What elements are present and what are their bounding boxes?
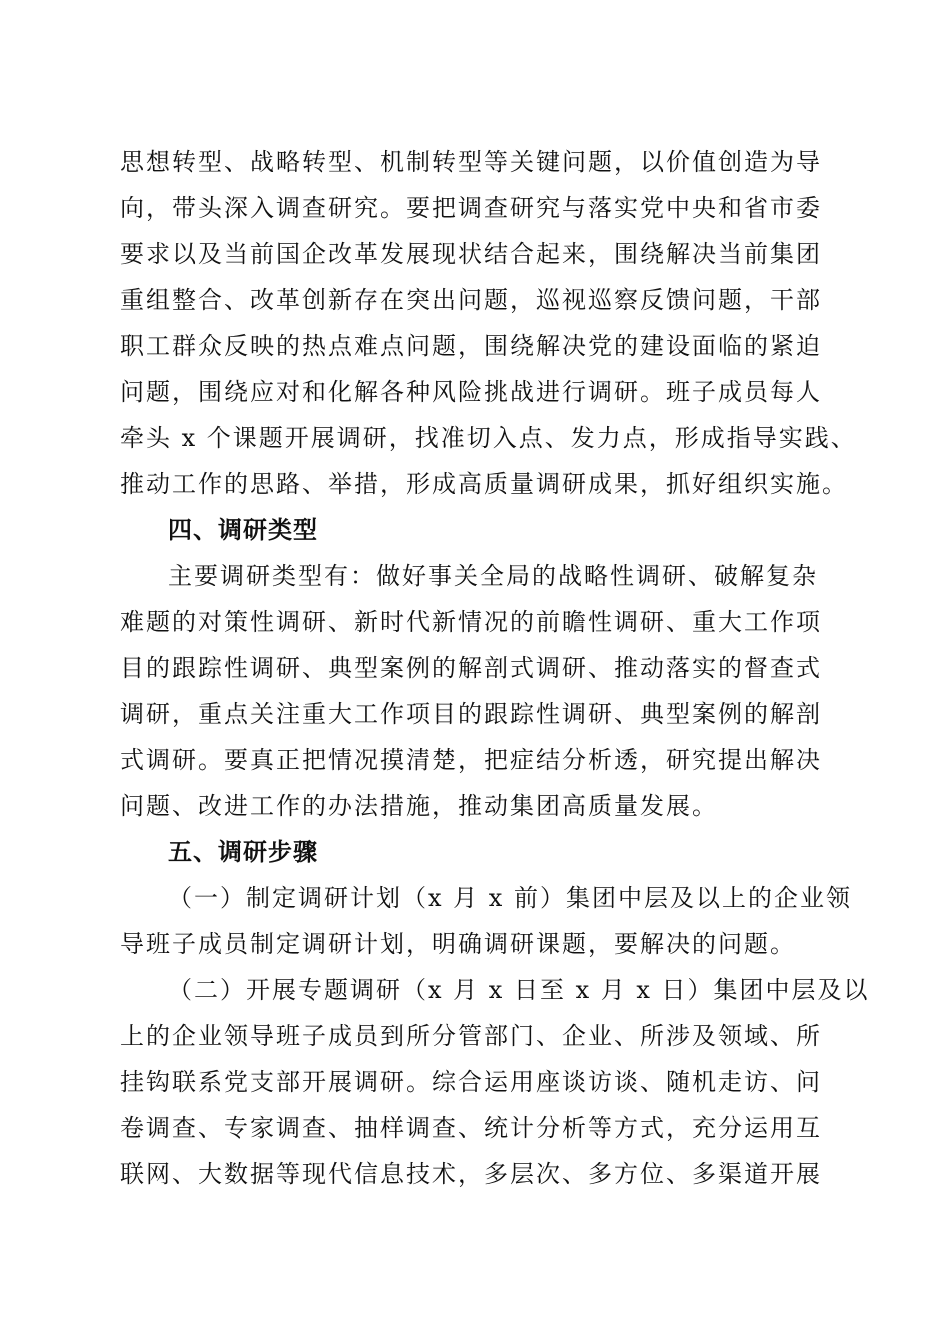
section-heading-research-steps: 五、调研步骤 bbox=[168, 838, 318, 866]
paragraph-line: 牵头 x 个课题开展调研，找准切入点、发力点，形成指导实践、 bbox=[120, 424, 857, 452]
paragraph-line: （二）开展专题调研（x 月 x 日至 x 月 x 日）集团中层及以 bbox=[168, 976, 870, 1004]
paragraph-line: 调研，重点关注重大工作项目的跟踪性调研、典型案例的解剖 bbox=[120, 700, 822, 728]
paragraph-line: 主要调研类型有：做好事关全局的战略性调研、破解复杂 bbox=[168, 562, 818, 590]
paragraph-line: 问题、改进工作的办法措施，推动集团高质量发展。 bbox=[120, 792, 718, 820]
paragraph-line: 要求以及当前国企改革发展现状结合起来，围绕解决当前集团 bbox=[120, 240, 822, 268]
paragraph-line: 职工群众反映的热点难点问题，围绕解决党的建设面临的紧迫 bbox=[120, 332, 822, 360]
paragraph-line: 挂钩联系党支部开展调研。综合运用座谈访谈、随机走访、问 bbox=[120, 1068, 822, 1096]
paragraph-line: 难题的对策性调研、新时代新情况的前瞻性调研、重大工作项 bbox=[120, 608, 822, 636]
paragraph-line: 向，带头深入调查研究。要把调查研究与落实党中央和省市委 bbox=[120, 194, 822, 222]
paragraph-line: 目的跟踪性调研、典型案例的解剖式调研、推动落实的督查式 bbox=[120, 654, 822, 682]
paragraph-line: 导班子成员制定调研计划，明确调研课题，要解决的问题。 bbox=[120, 930, 796, 958]
paragraph-line: 式调研。要真正把情况摸清楚，把症结分析透，研究提出解决 bbox=[120, 746, 822, 774]
paragraph-line: 重组整合、改革创新存在突出问题，巡视巡察反馈问题，干部 bbox=[120, 286, 822, 314]
paragraph-line: 推动工作的思路、举措，形成高质量调研成果，抓好组织实施。 bbox=[120, 470, 848, 498]
paragraph-line: 联网、大数据等现代信息技术，多层次、多方位、多渠道开展 bbox=[120, 1160, 822, 1188]
paragraph-line: 思想转型、战略转型、机制转型等关键问题，以价值创造为导 bbox=[120, 148, 822, 176]
paragraph-line: 上的企业领导班子成员到所分管部门、企业、所涉及领域、所 bbox=[120, 1022, 822, 1050]
paragraph-line: 问题，围绕应对和化解各种风险挑战进行调研。班子成员每人 bbox=[120, 378, 822, 406]
paragraph-line: 卷调查、专家调查、抽样调查、统计分析等方式，充分运用互 bbox=[120, 1114, 822, 1142]
section-heading-research-types: 四、调研类型 bbox=[168, 516, 318, 544]
paragraph-line: （一）制定调研计划（x 月 x 前）集团中层及以上的企业领 bbox=[168, 884, 852, 912]
